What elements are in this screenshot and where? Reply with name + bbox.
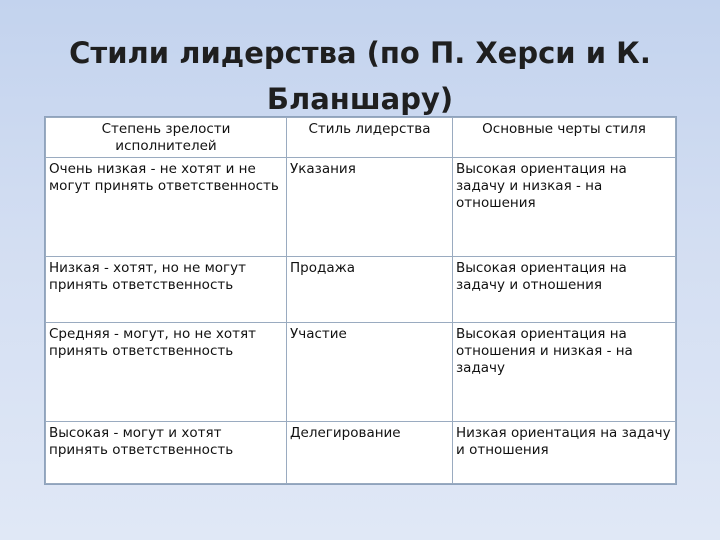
table-row — [46, 422, 676, 484]
slide-title: Стили лидерства (по П. Херси и К. Бланшару) — [69, 36, 651, 116]
cell-traits: Высокая ориентация на отношения и низкая - на задачу — [453, 323, 676, 422]
cell-style: Продажа — [287, 257, 453, 323]
table-row — [46, 158, 676, 257]
header-maturity: Степень зрелости исполнителей — [46, 118, 287, 158]
cell-maturity: Низкая - хотят, но не могут принять ответственность — [46, 257, 287, 323]
cell-traits: Низкая ориентация на задачу и отношения — [453, 422, 676, 484]
header-style: Стиль лидерства — [287, 118, 453, 158]
cell-style: Участие — [287, 323, 453, 422]
table-row — [46, 323, 676, 422]
table-header-row — [46, 118, 676, 158]
cell-traits: Высокая ориентация на задачу и низкая - на отношения — [453, 158, 676, 257]
cell-maturity: Высокая - могут и хотят принять ответственность — [46, 422, 287, 484]
cell-maturity: Очень низкая - не хотят и не могут принять ответственность — [46, 158, 287, 257]
leadership-styles-table — [44, 116, 677, 485]
header-traits: Основные черты стиля — [453, 118, 676, 158]
cell-style: Указания — [287, 158, 453, 257]
table — [45, 117, 676, 484]
table-row — [46, 257, 676, 323]
cell-maturity: Средняя - могут, но не хотят принять ответственность — [46, 323, 287, 422]
cell-traits: Высокая ориентация на задачу и отношения — [453, 257, 676, 323]
cell-style: Делегирование — [287, 422, 453, 484]
